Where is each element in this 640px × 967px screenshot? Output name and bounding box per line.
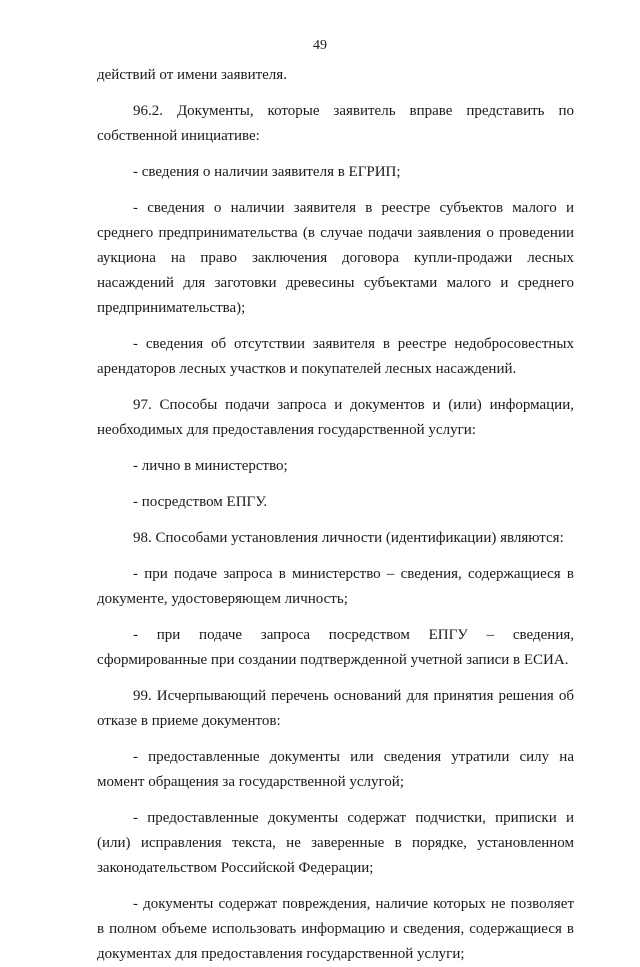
list-item: - лично в министерство; bbox=[133, 458, 288, 474]
paragraph: действий от имени заявителя. bbox=[97, 67, 287, 83]
paragraph: 99. Исчерпывающий перечень оснований для принятия решения об отказе в приеме документов: bbox=[97, 688, 574, 729]
list-item: - сведения о наличии заявителя в ЕГРИП; bbox=[133, 164, 401, 180]
body-text bbox=[97, 63, 574, 967]
list-item: - при подаче запроса посредством ЕПГУ – сведения, сформированные при создании подтвержденной учетной записи в ЕСИА. bbox=[97, 627, 574, 668]
paragraph: 97. Способы подачи запроса и документов и (или) информации, необходимых для предоставления государственной услуги: bbox=[97, 397, 574, 438]
list-item: - сведения об отсутствии заявителя в реестре недобросовестных арендаторов лесных участков и покупателей лесных насаждений. bbox=[97, 336, 574, 377]
list-item: - предоставленные документы содержат подчистки, приписки и (или) исправления текста, не заверенные в порядке, установленном законодательством Российской Федерации; bbox=[97, 810, 574, 876]
list-item: - посредством ЕПГУ. bbox=[133, 494, 268, 510]
paragraph: 98. Способами установления личности (идентификации) являются: bbox=[133, 530, 564, 546]
page-number: 49 bbox=[313, 38, 327, 53]
list-item: - документы содержат повреждения, наличие которых не позволяет в полном объеме использовать информацию и сведения, содержащиеся в документах для предоставления государственной услуги; bbox=[97, 896, 574, 962]
list-item: - сведения о наличии заявителя в реестре субъектов малого и среднего предпринимательства (в случае подачи заявления о проведении аукциона на право заключения договора купли-продажи лесных насаждений для заготовки древесины субъектами малого и среднего предпринимательства); bbox=[97, 200, 574, 316]
paragraph: 96.2. Документы, которые заявитель вправе представить по собственной инициативе: bbox=[97, 103, 574, 144]
list-item: - при подаче запроса в министерство – сведения, содержащиеся в документе, удостоверяющем личность; bbox=[97, 566, 574, 607]
list-item: - предоставленные документы или сведения утратили силу на момент обращения за государственной услугой; bbox=[97, 749, 574, 790]
